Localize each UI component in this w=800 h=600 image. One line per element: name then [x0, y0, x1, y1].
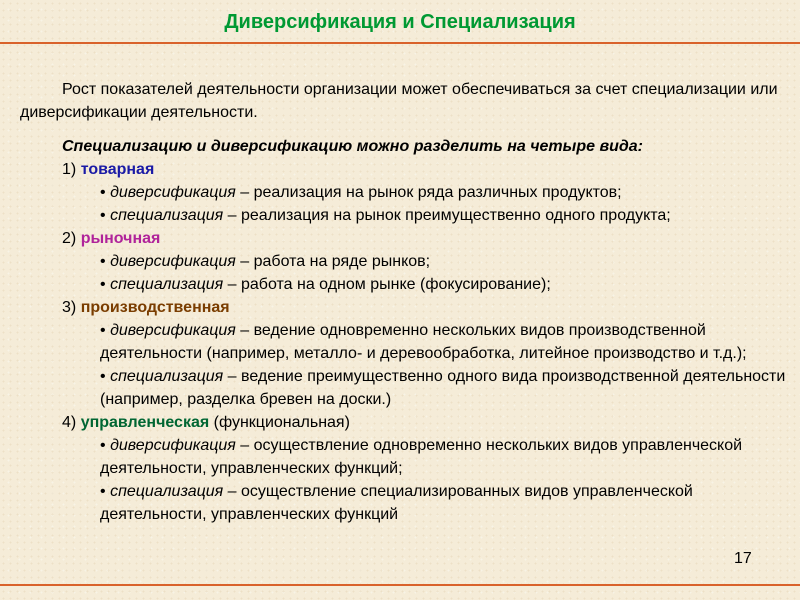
bullet-marker: •: [100, 207, 106, 224]
bullet-text: – работа на одном рынке (фокусирование);: [223, 276, 551, 293]
bullet-marker: •: [100, 276, 106, 293]
bullet-term: диверсификация: [110, 322, 236, 339]
bullet-marker: •: [100, 368, 106, 385]
bullet-term: диверсификация: [110, 184, 236, 201]
bullet-marker: •: [100, 322, 106, 339]
bullet-text: – осуществление специализированных видов управленческой деятельности, управленческих функций: [100, 483, 693, 523]
type-number: 4): [62, 414, 77, 431]
bullet-term: специализация: [110, 207, 224, 224]
bullet-text: – ведение преимущественно одного вида производственной деятельности (например, разделка бревен на доски.): [100, 368, 786, 408]
type-heading: [62, 296, 790, 319]
slide-title: Диверсификация и Специализация: [224, 11, 576, 33]
lead-line: Специализацию и диверсификацию можно разделить на четыре вида:: [62, 138, 643, 155]
bullet-term: специализация: [110, 368, 224, 385]
type-name: производственная: [80, 299, 230, 316]
intro-paragraph: Рост показателей деятельности организации может обеспечиваться за счет специализации или диверсификации деятельности.: [20, 81, 778, 121]
bullet-text: – осуществление одновременно нескольких видов управленческой деятельности, управленческих функций;: [100, 437, 743, 477]
bullet-item: [100, 204, 790, 227]
type-name: товарная: [80, 161, 155, 178]
bullet-text: – ведение одновременно нескольких видов производственной деятельности (например, металло- и деревообработка, литейное производство и т.д.);: [100, 322, 747, 362]
type-name: управленческая: [80, 414, 210, 431]
bullet-item: [100, 250, 790, 273]
bullet-item: [100, 434, 790, 480]
bullet-item: [100, 181, 790, 204]
type-number: 3): [62, 299, 77, 316]
type-heading: [62, 227, 790, 250]
type-name: рыночная: [80, 230, 161, 247]
bullet-term: диверсификация: [110, 253, 236, 270]
bottom-divider: [0, 584, 800, 586]
bullet-text: – реализация на рынок ряда различных продуктов;: [235, 184, 622, 201]
bullet-marker: •: [100, 184, 106, 201]
type-number: 2): [62, 230, 77, 247]
type-suffix: (функциональная): [209, 414, 350, 431]
bullet-item: [100, 273, 790, 296]
bullet-term: специализация: [110, 276, 224, 293]
type-heading: [62, 411, 790, 434]
bullet-item: [100, 319, 790, 365]
bullet-item: [100, 365, 790, 411]
bullet-marker: •: [100, 437, 106, 454]
bullet-term: специализация: [110, 483, 224, 500]
slide-body: [20, 78, 790, 526]
bullet-term: диверсификация: [110, 437, 236, 454]
bullet-text: – реализация на рынок преимущественно одного продукта;: [223, 207, 671, 224]
type-number: 1): [62, 161, 77, 178]
top-divider: [0, 42, 800, 44]
bullet-item: [100, 480, 790, 526]
bullet-marker: •: [100, 253, 106, 270]
bullet-marker: •: [100, 483, 106, 500]
page-number: 17: [734, 550, 752, 567]
type-heading: [62, 158, 790, 181]
bullet-text: – работа на ряде рынков;: [235, 253, 431, 270]
